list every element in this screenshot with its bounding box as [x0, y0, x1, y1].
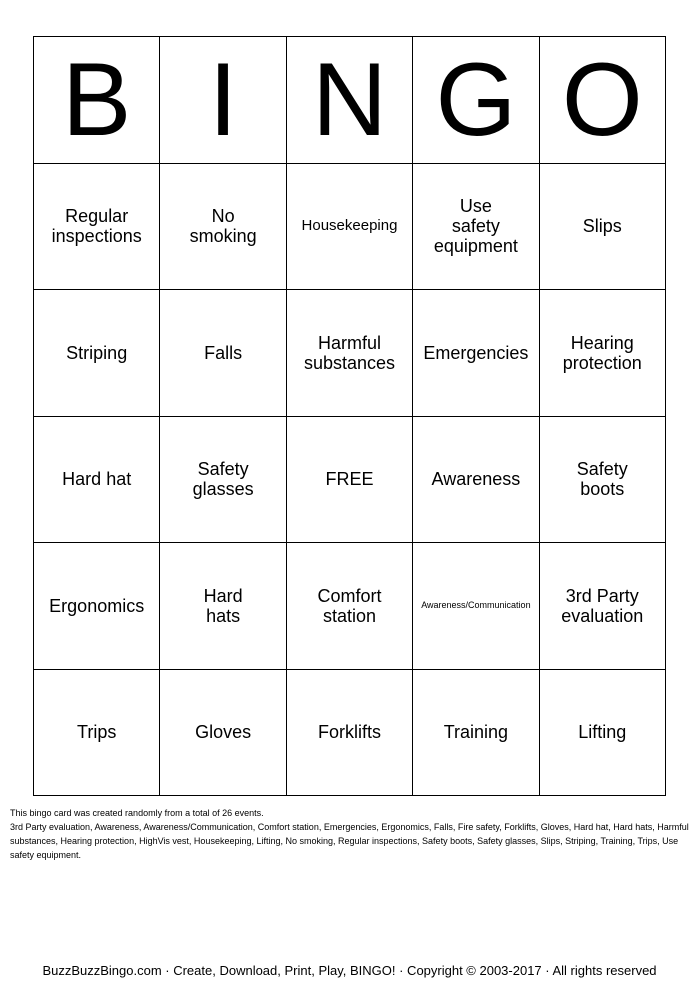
header-letter-b: B [34, 37, 160, 164]
bingo-cell: Hard hats [160, 543, 286, 670]
footer-copyright: BuzzBuzzBingo.com · Create, Download, Print, Play, BINGO! · Copyright © 2003-2017 · All rights reserved [42, 963, 657, 978]
bingo-card [33, 36, 666, 796]
card-info-summary: This bingo card was created randomly from a total of 26 events. [10, 808, 264, 818]
bingo-cell: Harmful substances [287, 290, 413, 417]
bingo-cell: Forklifts [287, 670, 413, 797]
bingo-cell: Safety glasses [160, 417, 286, 544]
bingo-cell: Gloves [160, 670, 286, 797]
bingo-cell: Comfort station [287, 543, 413, 670]
bingo-cell: Emergencies [413, 290, 539, 417]
card-info-event-list: 3rd Party evaluation, Awareness, Awareness/Communication, Comfort station, Emergencies, Ergonomics, Falls, Fire safety, Forklifts, Gloves, Hard hat, Hard hats, Harmful substances, Hearing protection, HighVis vest, Housekeeping, Lifting, No smoking, Regular inspections, Safety boots, Safety glasses, Slips, Striping, Training, Trips, Use safety equipment. [10, 822, 689, 860]
free-space-cell: FREE [287, 417, 413, 544]
bingo-cell: Falls [160, 290, 286, 417]
header-letter-i: I [160, 37, 286, 164]
header-letter-g: G [413, 37, 539, 164]
bingo-cell: Hearing protection [540, 290, 666, 417]
bingo-cell: Striping [34, 290, 160, 417]
bingo-cell: Awareness/Communication [413, 543, 539, 670]
bingo-cell: Use safety equipment [413, 164, 539, 291]
bingo-cell: Training [413, 670, 539, 797]
bingo-cell: 3rd Party evaluation [540, 543, 666, 670]
bingo-cell: Slips [540, 164, 666, 291]
bingo-cell: No smoking [160, 164, 286, 291]
header-letter-n: N [287, 37, 413, 164]
header-letter-o: O [540, 37, 666, 164]
bingo-cell: Regular inspections [34, 164, 160, 291]
card-info [10, 806, 690, 862]
bingo-cell: Trips [34, 670, 160, 797]
bingo-cell: Awareness [413, 417, 539, 544]
bingo-cell: Lifting [540, 670, 666, 797]
bingo-cell: Safety boots [540, 417, 666, 544]
bingo-cell: Hard hat [34, 417, 160, 544]
bingo-cell: Housekeeping [287, 164, 413, 291]
bingo-cell: Ergonomics [34, 543, 160, 670]
